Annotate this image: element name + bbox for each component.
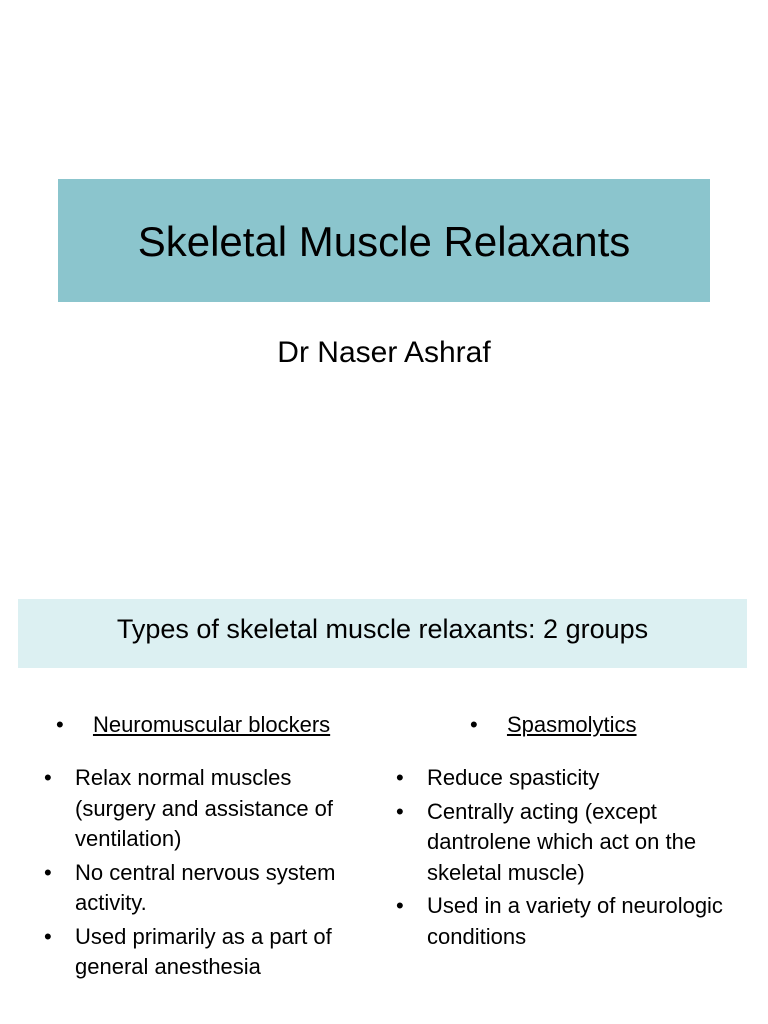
bullet-icon: • (396, 765, 404, 790)
list-item-text: No central nervous system activity. (75, 859, 336, 915)
title-banner (58, 179, 710, 302)
list-item (396, 797, 726, 889)
section-title: Types of skeletal muscle relaxants: 2 groups (116, 614, 649, 644)
bullet-icon: • (56, 712, 64, 737)
left-column-heading (56, 710, 330, 740)
heading-label-spasmolytics: Spasmolytics (506, 712, 637, 737)
list-item (44, 922, 364, 983)
list-item (396, 763, 726, 794)
right-column-heading (470, 710, 637, 740)
left-bullet-list (44, 763, 364, 986)
list-item-text: Used in a variety of neurologic conditions (427, 893, 723, 949)
right-bullet-list (396, 763, 726, 955)
section-banner (18, 599, 747, 668)
slide-title: Skeletal Muscle Relaxants (137, 217, 631, 265)
bullet-icon: • (396, 798, 404, 824)
list-item-text: Centrally acting (except dantrolene which act on the skeletal muscle) (427, 798, 697, 885)
author-name: Dr Naser Ashraf (277, 336, 491, 369)
bullet-icon: • (44, 765, 52, 790)
heading-label-neuromuscular-blockers: Neuromuscular blockers (92, 712, 331, 737)
list-item (44, 858, 364, 919)
bullet-icon: • (44, 923, 52, 949)
list-item-text: Relax normal muscles (surgery and assistance of ventilation) (75, 765, 334, 851)
bullet-icon: • (396, 893, 404, 918)
bullet-icon: • (470, 712, 478, 737)
list-item (396, 891, 726, 952)
list-item (44, 763, 364, 855)
list-item-text: Used primarily as a part of general anesthesia (75, 923, 332, 979)
list-item-text: Reduce spasticity (427, 765, 600, 790)
bullet-icon: • (44, 859, 52, 885)
